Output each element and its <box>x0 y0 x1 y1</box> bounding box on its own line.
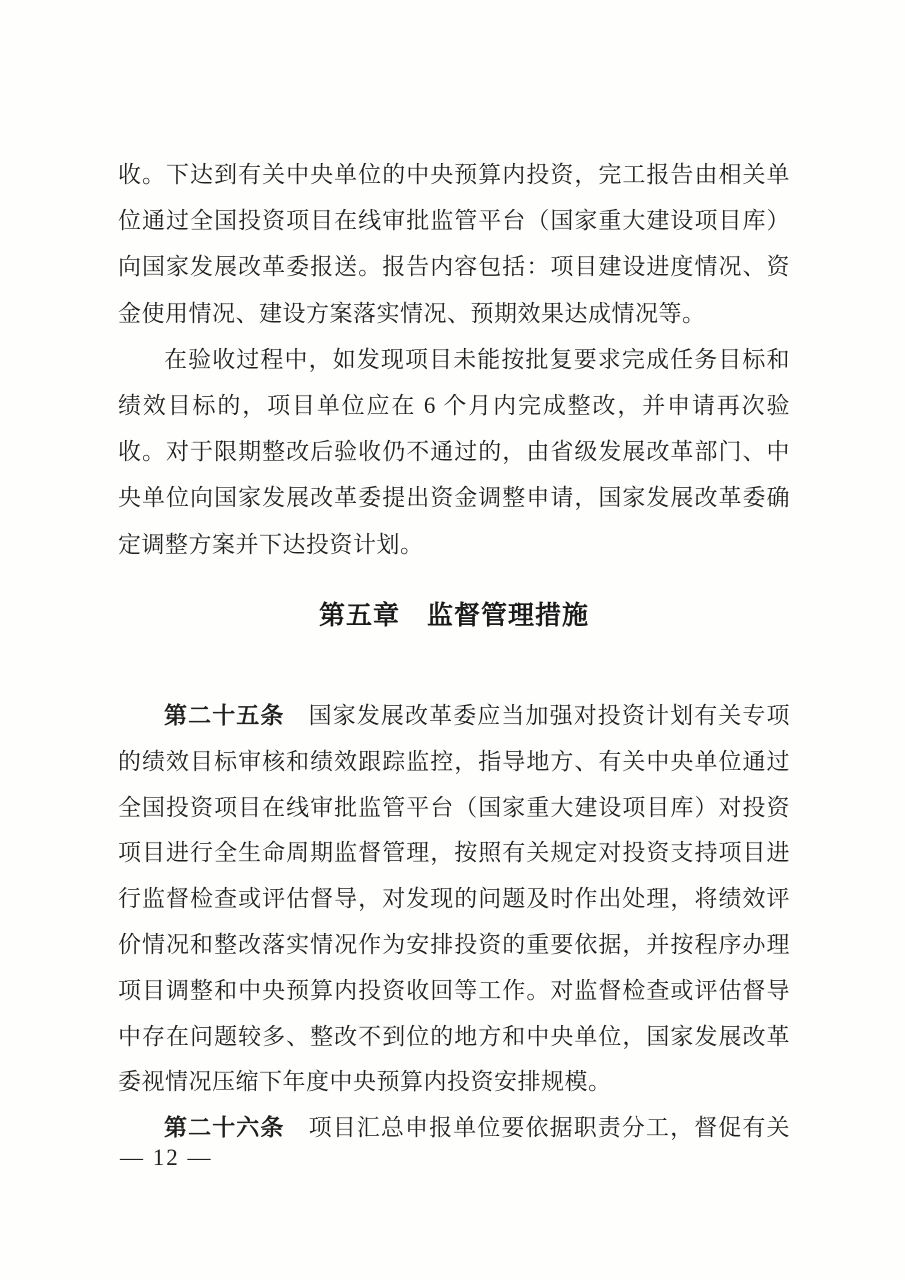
text-line: 的绩效目标审核和绩效跟踪监控，指导地方、有关中央单位通过 <box>118 748 790 774</box>
article-26-first-line: 项目汇总申报单位要依据职责分工，督促有关 <box>284 1115 791 1141</box>
text-line: 收。下达到有关中央单位的中央预算内投资，完工报告由相关单 <box>118 162 790 187</box>
text-line: 定调整方案并下达投资计划。 <box>118 531 424 557</box>
text-line: 项目进行全生命周期监督管理，按照有关规定对投资支持项目进 <box>118 840 790 866</box>
text-line: 央单位向国家发展改革委提出资金调整申请，国家发展改革委确 <box>118 485 790 511</box>
text-line: 绩效目标的，项目单位应在 6 个月内完成整改，并申请再次验 <box>118 392 790 418</box>
paragraph-acceptance-rectification <box>118 337 790 568</box>
page-number: — 12 — <box>120 1145 213 1170</box>
text-line: 委视情况压缩下年度中央预算内投资安排规模。 <box>118 1069 612 1095</box>
article-26-number: 第二十六条 <box>164 1115 285 1141</box>
body-text-lower <box>118 693 790 1151</box>
text-line: 在验收过程中，如发现项目未能按批复要求完成任务目标和 <box>164 346 790 372</box>
text-line: 向国家发展改革委报送。报告内容包括：项目建设进度情况、资 <box>118 254 790 280</box>
text-line: 全国投资项目在线审批监管平台（国家重大建设项目库）对投资 <box>118 794 790 820</box>
text-line: 价情况和整改落实情况作为安排投资的重要依据，并按程序办理 <box>118 931 790 957</box>
text-line: 金使用情况、建设方案落实情况、预期效果达成情况等。 <box>118 300 706 326</box>
text-line <box>118 693 790 739</box>
text-line: 行监督检查或评估督导，对发现的问题及时作出处理，将绩效评 <box>118 886 790 912</box>
paragraph-article-26 <box>118 1105 790 1151</box>
body-text-upper <box>118 152 790 568</box>
paragraph-completion-report <box>118 152 790 337</box>
text-line: 位通过全国投资项目在线审批监管平台（国家重大建设项目库） <box>118 208 790 234</box>
article-25-number: 第二十五条 <box>164 703 285 728</box>
text-line: 项目调整和中央预算内投资收回等工作。对监督检查或评估督导 <box>118 977 790 1003</box>
chapter-heading: 第五章 监督管理措施 <box>318 600 589 630</box>
article-25-first-line: 国家发展改革委应当加强对投资计划有关专项 <box>284 703 791 728</box>
text-line: 收。对于限期整改后验收仍不通过的，由省级发展改革部门、中 <box>118 439 790 465</box>
paragraph-article-25 <box>118 693 790 1105</box>
text-line: 中存在问题较多、整改不到位的地方和中央单位，国家发展改革 <box>118 1023 790 1049</box>
text-line <box>118 1105 790 1151</box>
